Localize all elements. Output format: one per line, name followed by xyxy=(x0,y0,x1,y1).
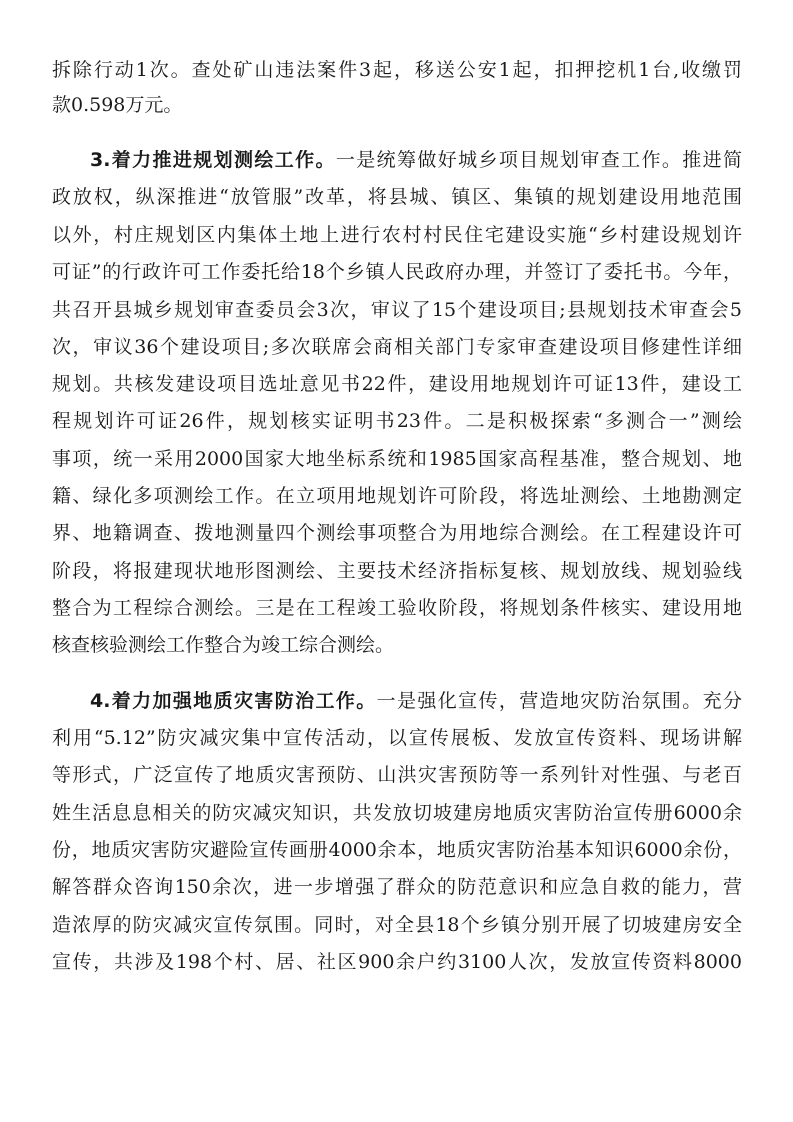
paragraph-4-first-line xyxy=(90,691,742,713)
text-line: 事项，统一采用2000国家大地坐标系统和1985国家高程基准，整合规划、地 xyxy=(52,449,742,470)
text-line: 利用“5.12”防灾减灾集中宣传活动，以宣传展板、发放宣传资料、现场讲解 xyxy=(52,728,742,749)
text-line: 核查核验测绘工作整合为竣工综合测绘。 xyxy=(52,635,395,656)
text-line: 籍、绿化多项测绘工作。在立项用地规划许可阶段，将选址测绘、土地勘测定 xyxy=(52,486,742,507)
paragraph-4-heading: 4.着力加强地质灾害防治工作。 xyxy=(90,691,377,712)
text-line: 等形式，广泛宣传了地质灾害预防、山洪灾害预防等一系列针对性强、与老百 xyxy=(52,765,742,786)
text-line: 可证”的行政许可工作委托给18个乡镇人民政府办理，并签订了委托书。今年， xyxy=(52,262,742,283)
text-line: 宣传，共涉及198个村、居、社区900余户约3100人次，发放宣传资料8000 xyxy=(52,952,742,973)
text-line: 共召开县城乡规划审查委员会3次，审议了15个建设项目;县规划技术审查会5 xyxy=(52,300,742,321)
paragraph-3-heading: 3.着力推进规划测绘工作。 xyxy=(90,150,336,171)
text-line: 姓生活息息相关的防灾减灾知识，共发放切坡建房地质灾害防治宣传册6000余 xyxy=(52,803,742,824)
text-line: 拆除行动1次。查处矿山违法案件3起，移送公安1起，扣押挖机1台,收缴罚 xyxy=(52,60,742,81)
text-line: 政放权，纵深推进“放管服”改革，将县城、镇区、集镇的规划建设用地范围 xyxy=(52,187,742,208)
text-line: 程规划许可证26件，规划核实证明书23件。二是积极探索“多测合一”测绘 xyxy=(52,411,742,432)
paragraph-4-first-text: 一是强化宣传，营造地灾防治氛围。充分 xyxy=(376,691,742,712)
text-line: 整合为工程综合测绘。三是在工程竣工验收阶段，将规划条件核实、建设用地 xyxy=(52,598,742,619)
text-line: 以外，村庄规划区内集体土地上进行农村村民住宅建设实施“乡村建设规划许 xyxy=(52,225,742,246)
text-line: 界、地籍调查、拨地测量四个测绘事项整合为用地综合测绘。在工程建设许可 xyxy=(52,523,742,544)
text-line: 次，审议36个建设项目;多次联席会商相关部门专家审查建设项目修建性详细 xyxy=(52,337,742,358)
paragraph-3-first-text: 一是统筹做好城乡项目规划审查工作。推进简 xyxy=(335,150,742,171)
text-line: 阶段，将报建现状地形图测绘、主要技术经济指标复核、规划放线、规划验线 xyxy=(52,561,742,582)
text-line: 解答群众咨询150余次，进一步增强了群众的防范意识和应急自救的能力，营 xyxy=(52,877,742,898)
text-line: 规划。共核发建设项目选址意见书22件，建设用地规划许可证13件，建设工 xyxy=(52,374,742,395)
paragraph-3-first-line xyxy=(90,150,742,172)
text-line: 份，地质灾害防灾避险宣传画册4000余本，地质灾害防治基本知识6000余份， xyxy=(52,840,742,861)
text-line: 款0.598万元。 xyxy=(52,95,183,116)
text-line: 造浓厚的防灾减灾宣传氛围。同时，对全县18个乡镇分别开展了切坡建房安全 xyxy=(52,915,742,936)
